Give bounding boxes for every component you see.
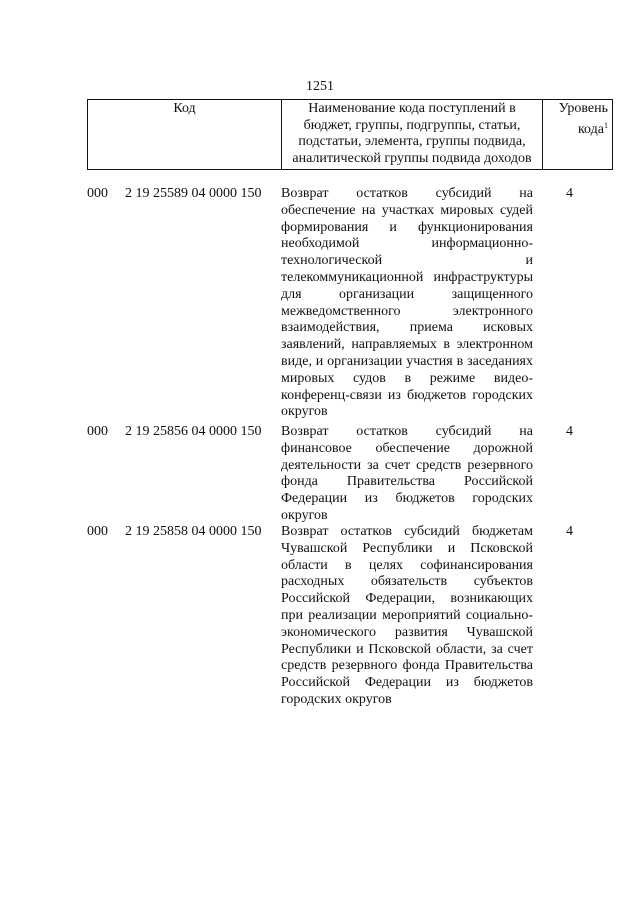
row-level: 4 (566, 186, 573, 201)
row-prefix: 000 (87, 524, 108, 539)
row-name: Возврат остатков субсидий бюджетам Чувашской Республики и Псковской области в целях софинансирования расходных обязательств субъектов Российской Федерации, возникающих при реализации мероприятий социально-экономического развития Чувашской Республики и Псковской области, за счет средств резервного фонда Правительства Российской Федерации из бюджетов городских округов (281, 524, 533, 707)
table-header (87, 99, 613, 170)
header-level-footnote: 1 (604, 120, 608, 130)
row-name: Возврат остатков субсидий на финансовое обеспечение дорожной деятельности за счет средств резервного фонда Правительства Российской Федерации из бюджетов городских округов (281, 424, 533, 523)
header-name-text: Наименование кода поступлений в бюджет, группы, подгруппы, статьи, подстатьи, элемента, группы подвида, аналитической группы подвида доходов (292, 101, 532, 166)
page-number: 1251 (306, 79, 334, 94)
header-code-text: Код (173, 101, 196, 116)
header-row (88, 100, 613, 170)
row-name: Возврат остатков субсидий на обеспечение на участках мировых судей формирования и функционирования необходимой информационно-технологической и телекоммуникационной инфраструктуры для организации защищенного межведомственного электронного взаимодействия, приема исковых заявлений, направляемых в электронном виде, и организации участия в заседаниях мировых судов в режиме видео-конференц-связи из бюджетов городских округов (281, 186, 533, 420)
row-code: 2 19 25858 04 0000 150 (125, 524, 262, 539)
row-prefix: 000 (87, 424, 108, 439)
header-level-text: Уровень кода (558, 101, 608, 137)
header-name (282, 100, 543, 170)
header-code (88, 100, 282, 170)
row-code: 2 19 25589 04 0000 150 (125, 186, 262, 201)
row-level: 4 (566, 424, 573, 439)
row-prefix: 000 (87, 186, 108, 201)
row-level: 4 (566, 524, 573, 539)
header-level (543, 100, 613, 170)
row-code: 2 19 25856 04 0000 150 (125, 424, 262, 439)
